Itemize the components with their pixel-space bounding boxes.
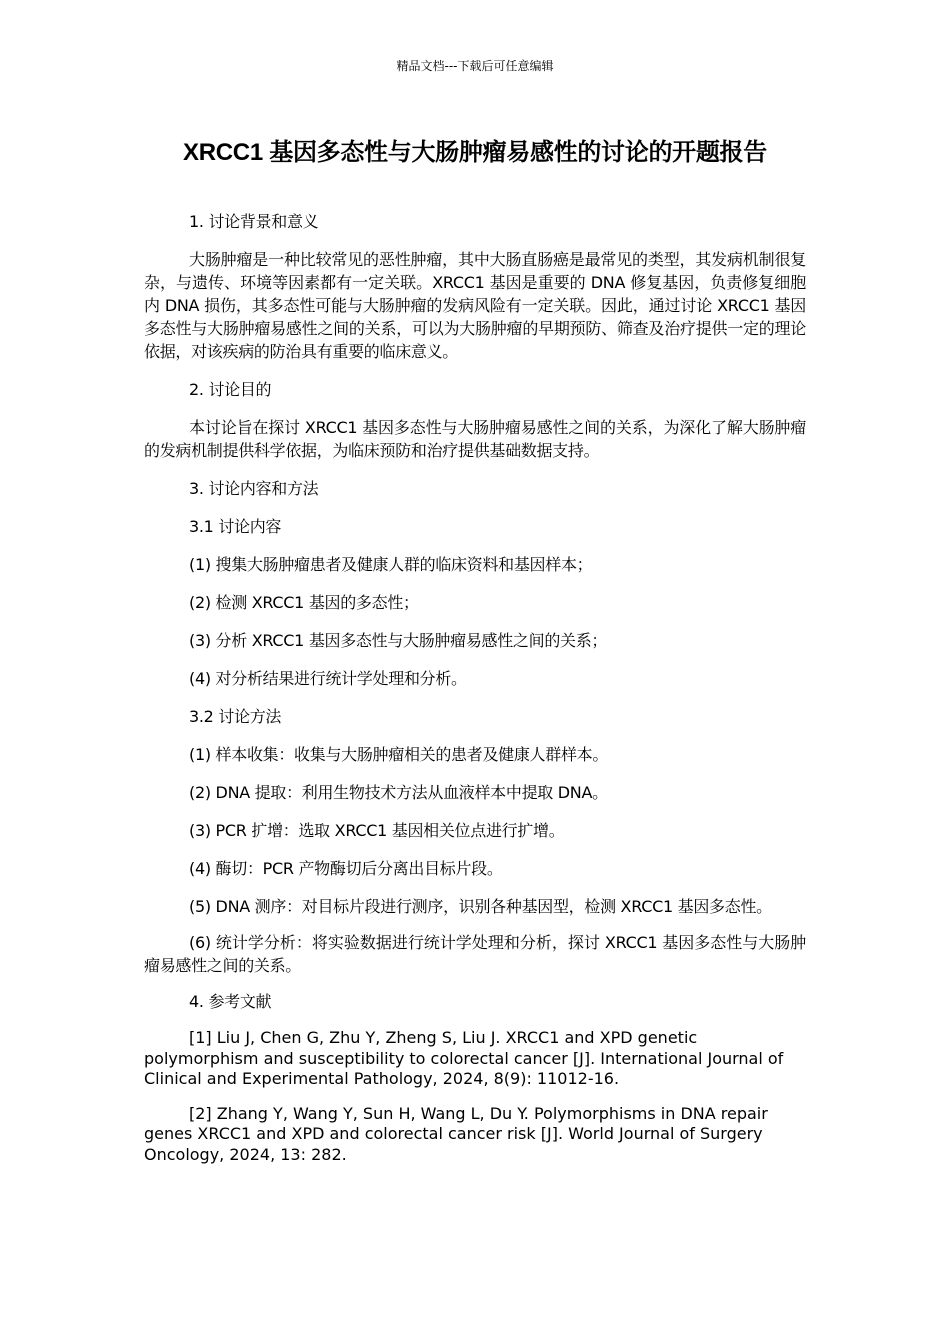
list-item: (1) 样本收集：收集与大肠肿瘤相关的患者及健康人群样本。 — [189, 745, 609, 764]
document-body — [144, 210, 806, 1179]
list-item: (4) 酶切：PCR 产物酶切后分离出目标片段。 — [189, 859, 503, 878]
list-item: (6) 统计学分析：将实验数据进行统计学处理和分析，探讨 XRCC1 基因多态性与大肠肿瘤易感性之间的关系。 — [144, 933, 806, 975]
subsection-heading-content: 3.1 讨论内容 — [189, 517, 282, 536]
subsection-heading-methods: 3.2 讨论方法 — [189, 707, 282, 726]
list-item: (3) 分析 XRCC1 基因多态性与大肠肿瘤易感性之间的关系； — [189, 631, 608, 650]
section-heading-purpose: 2. 讨论目的 — [189, 380, 272, 399]
list-item: (5) DNA 测序：对目标片段进行测序，识别各种基因型，检测 XRCC1 基因多态性。 — [189, 897, 772, 916]
section-heading-references: 4. 参考文献 — [189, 992, 272, 1011]
paragraph-purpose: 本讨论旨在探讨 XRCC1 基因多态性与大肠肿瘤易感性之间的关系，为深化了解大肠肿瘤的发病机制提供科学依据，为临床预防和治疗提供基础数据支持。 — [144, 418, 806, 460]
reference-item: [2] Zhang Y, Wang Y, Sun H, Wang L, Du Y. Polymorphisms in DNA repair genes XRCC1 and XPD and colorectal cancer risk [J]. World Journal of Surgery Oncology, 2024, 13: 282. — [144, 1103, 768, 1164]
page-header-note: 精品文档---下载后可任意编辑 — [396, 59, 554, 73]
document-title: XRCC1 基因多态性与大肠肿瘤易感性的讨论的开题报告 — [183, 139, 767, 166]
section-heading-background: 1. 讨论背景和意义 — [189, 212, 319, 231]
list-item: (4) 对分析结果进行统计学处理和分析。 — [189, 669, 467, 688]
list-item: (3) PCR 扩增：选取 XRCC1 基因相关位点进行扩增。 — [189, 821, 565, 840]
paragraph-background: 大肠肿瘤是一种比较常见的恶性肿瘤，其中大肠直肠癌是最常见的类型，其发病机制很复杂，与遗传、环境等因素都有一定关联。XRCC1 基因是重要的 DNA 修复基因，负责修复细胞内 DNA 损伤，其多态性可能与大肠肿瘤的发病风险有一定关联。因此，通过讨论 XRCC1 基因多态性与大肠肿瘤易感性之间的关系，可以为大肠肿瘤的早期预防、筛查及治疗提供一定的理论依据，对该疾病的防治具有重要的临床意义。 — [144, 250, 806, 361]
list-item: (2) 检测 XRCC1 基因的多态性； — [189, 593, 419, 612]
list-item: (1) 搜集大肠肿瘤患者及健康人群的临床资料和基因样本； — [189, 555, 593, 574]
section-heading-content-methods: 3. 讨论内容和方法 — [189, 479, 319, 498]
list-item: (2) DNA 提取：利用生物技术方法从血液样本中提取 DNA。 — [189, 783, 608, 802]
reference-item: [1] Liu J, Chen G, Zhu Y, Zheng S, Liu J. XRCC1 and XPD genetic polymorphism and susceptibility to colorectal cancer [J]. International Journal of Clinical and Experimental Pathology, 2024, 8(9): 11012-16. — [144, 1028, 784, 1088]
